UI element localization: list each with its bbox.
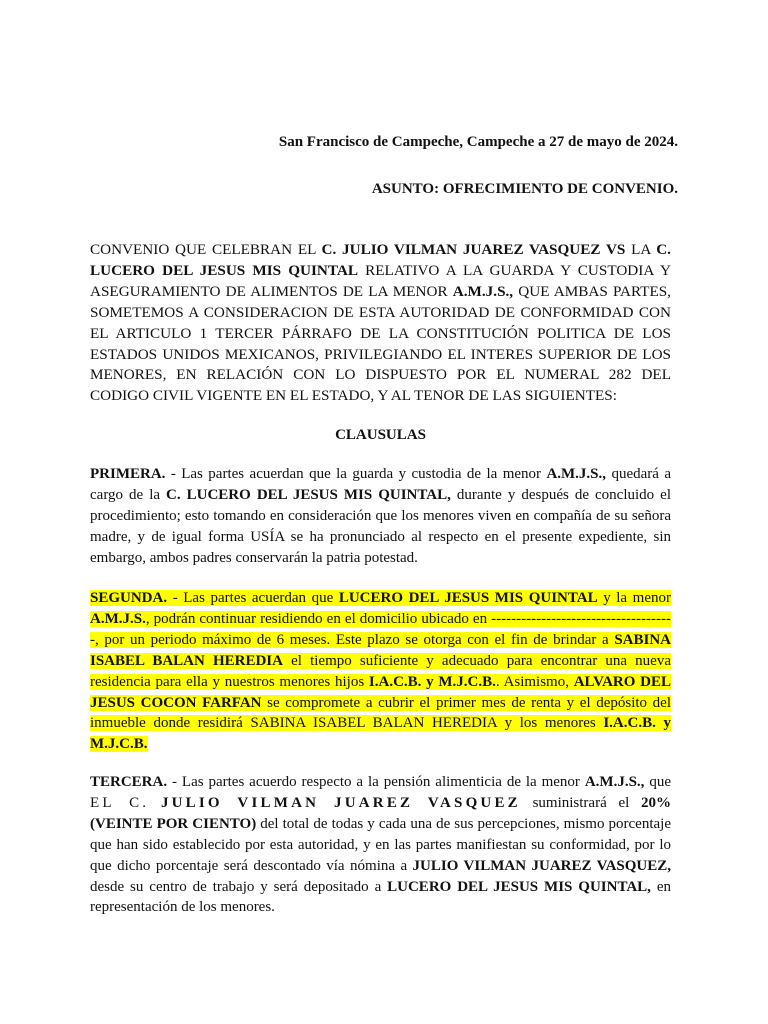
intro-minor-initials: A.M.J.S., (452, 282, 514, 300)
clause-bold-text: ALVARO DEL JESUS COCON FARFAN (90, 673, 671, 711)
clause-bold-spaced-text: JULIO VILMAN JUAREZ VASQUEZ (160, 794, 521, 811)
asunto-line: ASUNTO: OFRECIMIENTO DE CONVENIO. (371, 181, 678, 197)
date-line: San Francisco de Campeche, Campeche a 27 de mayo de 2024. (278, 134, 678, 150)
intro-paragraph (90, 240, 671, 407)
clause-text: . Asimismo, (495, 673, 574, 690)
clause-text: durante y después de concluido el procedimiento; esto tomando en consideración que los menores viven en compañía de su señora madre, y de igual forma USÍA se ha pronunciado al respecto en el presente expediente, sin embargo, ambos padres conservarán la patria potestad. (90, 486, 671, 566)
clause-bold-text: SABINA ISABEL BALAN HEREDIA (90, 631, 671, 669)
clause-text: y la menor (597, 590, 671, 606)
intro-text: QUE AMBAS PARTES, SOMETEMOS A CONSIDERACION DE ESTA AUTORIDAD DE CONFORMIDAD CON EL ARTICULO 1 TERCER PÁRRAFO DE LA CONSTITUCIÓN POLITICA DE LOS ESTADOS UNIDOS MEXICANOS, PRIVILEGIANDO EL INTERES SUPERIOR DE LOS MENORES, EN RELACIÓN CON LO DISPUESTO POR EL NUMERAL 282 DEL CODIGO CIVIL VIGENTE EN EL ESTADO, Y AL TENOR DE LAS SIGUIENTES: (90, 282, 671, 405)
clause-text: en representación de los menores. (90, 878, 671, 916)
clause-bold-text: LUCERO DEL JESUS MIS QUINTAL, (387, 878, 651, 895)
clause-primera (90, 464, 671, 569)
clause-text: suministrará el (520, 794, 641, 811)
clause-bold-text: JULIO VILMAN JUAREZ VASQUEZ, (412, 857, 671, 874)
clause-bold-text: C. LUCERO DEL JESUS MIS QUINTAL, (166, 486, 451, 503)
clause-bold-text: I.A.C.B. y M.J.C.B. (368, 673, 496, 690)
intro-text: CONVENIO QUE CELEBRAN EL (90, 241, 322, 258)
clause-label: PRIMERA. (90, 466, 166, 482)
clausulas-heading: CLAUSULAS (335, 427, 426, 443)
clause-text: que (644, 774, 671, 790)
clause-label: SEGUNDA. (90, 590, 168, 606)
clause-text: - Las partes acuerdan que la guarda y custodia de la menor (165, 466, 547, 482)
highlighted-text (90, 590, 671, 752)
intro-party-julio: C. JULIO VILMAN JUAREZ VASQUEZ VS (321, 241, 626, 258)
clause-label: TERCERA. (90, 774, 168, 790)
intro-text: RELATIVO A LA GUARDA Y CUSTODIA Y ASEGURAMIENTO DE ALIMENTOS DE LA MENOR (90, 261, 672, 300)
clause-text: , podrán continuar residiendo en el domicilio ubicado en -------------------------------------, por un periodo máximo de 6 meses. Este plazo se otorga con el fin de brindar a (90, 610, 671, 648)
clause-bold-text: LUCERO DEL JESUS MIS QUINTAL (338, 590, 598, 606)
clause-text (149, 795, 161, 811)
clause-bold-text: I.A.C.B. y M.J.C.B. (90, 715, 671, 753)
clause-bold-text: A.M.J.S., (584, 774, 645, 790)
clause-text: se compromete a cubrir el primer mes de renta y el depósito del inmueble donde residirá SABINA ISABEL BALAN HEREDIA y los menores (90, 694, 671, 732)
clause-text: del total de todas y cada una de sus percepciones, mismo porcentaje que han sido establecido por esta autoridad, y en las partes manifiestan su conformidad, por lo que dicho porcentaje será descontado vía nómina a (90, 815, 671, 874)
intro-party-lucero: C. LUCERO DEL JESUS MIS QUINTAL (90, 241, 671, 279)
clause-text: - Las partes acuerdo respecto a la pensión alimenticia de la menor (167, 774, 585, 790)
clause-text: quedará a cargo de la (90, 466, 671, 503)
clause-segunda (90, 588, 671, 755)
clause-text: - Las partes acuerdan que (167, 590, 339, 606)
intro-text: LA (625, 241, 657, 258)
clause-text: el tiempo suficiente y adecuado para encontrar una nueva residencia para ella y nuestros menores hijos (90, 652, 671, 690)
clause-bold-text: 20% (VEINTE POR CIENTO) (90, 794, 671, 832)
clause-text: desde su centro de trabajo y será depositado a (90, 878, 388, 895)
clause-bold-text: A.M.J.S., (546, 466, 607, 482)
clause-bold-text: A.M.J.S. (90, 610, 146, 627)
clause-tercera (90, 772, 671, 918)
spaced-text: EL C. (90, 794, 150, 811)
